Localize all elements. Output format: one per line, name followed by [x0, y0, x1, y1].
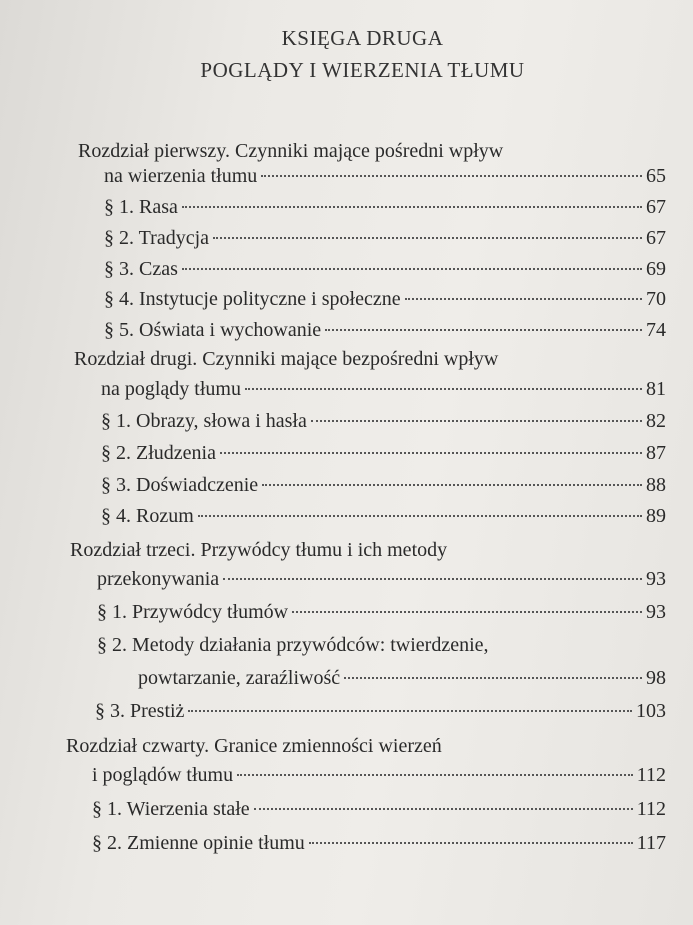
book-part-title: KSIĘGA DRUGA [281, 26, 444, 50]
toc-entry-section[interactable] [101, 505, 666, 533]
dot-leader [188, 710, 632, 712]
page-number: 103 [636, 700, 666, 722]
toc-entry-label: powtarzanie, zaraźliwość [138, 667, 341, 689]
dot-leader [245, 388, 642, 390]
page-number: 117 [636, 832, 666, 854]
page-number: 67 [646, 196, 666, 218]
dot-leader [262, 484, 642, 486]
dot-leader [325, 329, 642, 331]
toc-entry-section[interactable] [104, 196, 666, 224]
dot-leader [213, 237, 642, 239]
page-number: 98 [646, 667, 666, 689]
toc-entry-section[interactable] [95, 700, 666, 728]
page-number: 87 [646, 442, 666, 464]
toc-entry-chapter-1[interactable] [104, 165, 666, 193]
toc-entry-section[interactable] [104, 288, 666, 316]
chapter-4-title: Rozdział czwarty. Granice zmienności wierzeń [66, 735, 442, 757]
toc-entry-section[interactable] [104, 258, 666, 286]
dot-leader [198, 515, 642, 517]
dot-leader [220, 452, 642, 454]
dot-leader [261, 175, 642, 177]
page-number: 69 [646, 258, 666, 280]
dot-leader [223, 578, 642, 580]
dot-leader [182, 268, 642, 270]
toc-entry-section[interactable] [97, 601, 666, 629]
dot-leader [405, 298, 642, 300]
toc-entry-label: na wierzenia tłumu [104, 165, 258, 187]
toc-entry-label: § 1. Obrazy, słowa i hasła [101, 410, 307, 432]
page-number: 65 [646, 165, 666, 187]
toc-entry-label-line1: § 2. Metody działania przywódców: twierdzenie, [97, 634, 489, 656]
toc-entry-section[interactable] [92, 798, 666, 826]
toc-entry-label: § 4. Instytucje polityczne i społeczne [104, 288, 401, 310]
toc-entry-section[interactable] [104, 227, 666, 255]
toc-entry-label: przekonywania [97, 568, 220, 590]
toc-entry-label: § 4. Rozum [101, 505, 194, 527]
page-number: 81 [646, 378, 666, 400]
toc-entry-chapter-4[interactable] [92, 764, 666, 792]
toc-entry-label: § 3. Doświadczenie [101, 474, 259, 496]
toc-entry-label: i poglądów tłumu [92, 764, 234, 786]
dot-leader [254, 808, 633, 810]
toc-entry-chapter-2[interactable] [101, 378, 666, 406]
page-number: 112 [636, 764, 666, 786]
toc-entry-label: § 1. Wierzenia stałe [92, 798, 250, 820]
page-number: 93 [646, 568, 666, 590]
toc-entry-label: § 3. Prestiż [95, 700, 185, 722]
chapter-2-title: Rozdział drugi. Czynniki mające bezpośredni wpływ [74, 348, 499, 370]
toc-entry-label: § 3. Czas [104, 258, 178, 280]
page-number: 112 [636, 798, 666, 820]
toc-entry-section[interactable] [101, 474, 666, 502]
toc-entry-label: § 1. Przywódcy tłumów [97, 601, 289, 623]
toc-entry-section[interactable] [101, 410, 666, 438]
chapter-1-title: Rozdział pierwszy. Czynniki mające pośredni wpływ [78, 140, 504, 162]
chapter-3-title: Rozdział trzeci. Przywódcy tłumu i ich metody [70, 539, 448, 561]
dot-leader [237, 774, 633, 776]
book-part-subtitle: POGLĄDY I WIERZENIA TŁUMU [200, 58, 525, 82]
page-number: 89 [646, 505, 666, 527]
toc-entry-section[interactable] [92, 832, 666, 860]
toc-entry-label: § 5. Oświata i wychowanie [104, 319, 322, 341]
dot-leader [182, 206, 642, 208]
page-number: 93 [646, 601, 666, 623]
toc-entry-section[interactable] [101, 442, 666, 470]
page-number: 74 [646, 319, 666, 341]
dot-leader [309, 842, 633, 844]
toc-entry-label: § 2. Tradycja [104, 227, 209, 249]
toc-entry-chapter-3[interactable] [97, 568, 666, 596]
dot-leader [344, 677, 642, 679]
dot-leader [292, 611, 642, 613]
page-number: 82 [646, 410, 666, 432]
toc-entry-section[interactable] [104, 319, 666, 347]
page-number: 67 [646, 227, 666, 249]
page-number: 70 [646, 288, 666, 310]
toc-entry-label: § 2. Złudzenia [101, 442, 216, 464]
toc-entry-label: § 1. Rasa [104, 196, 178, 218]
page-number: 88 [646, 474, 666, 496]
toc-entry-section[interactable] [138, 667, 666, 695]
toc-entry-label: § 2. Zmienne opinie tłumu [92, 832, 305, 854]
toc-entry-label: na poglądy tłumu [101, 378, 241, 400]
dot-leader [311, 420, 642, 422]
